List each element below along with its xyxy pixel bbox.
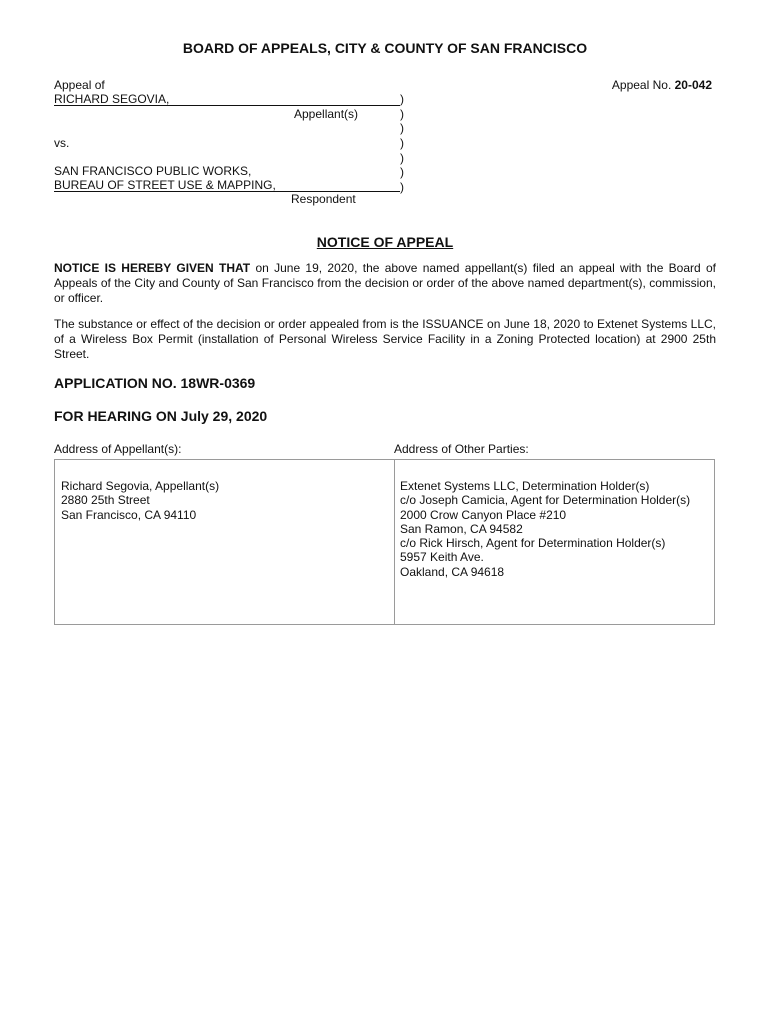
paren: ) xyxy=(400,180,404,195)
other-parties-address-cell xyxy=(400,479,690,579)
appellant-address-cell xyxy=(61,479,219,522)
notice-paragraph xyxy=(54,261,716,306)
address-line: c/o Joseph Camicia, Agent for Determination Holder(s) xyxy=(400,493,691,508)
address-line: San Ramon, CA 94582 xyxy=(400,521,523,536)
paren: ) xyxy=(400,165,404,180)
respondent-line-1: SAN FRANCISCO PUBLIC WORKS, xyxy=(54,164,252,178)
page-title: BOARD OF APPEALS, CITY & COUNTY OF SAN FRANCISCO xyxy=(182,40,588,56)
address-line: 5957 Keith Ave. xyxy=(400,550,484,565)
address-line: 2000 Crow Canyon Place #210 xyxy=(400,507,567,522)
caption-parens xyxy=(400,92,408,195)
paren: ) xyxy=(400,121,404,136)
address-line: San Francisco, CA 94110 xyxy=(61,507,197,522)
application-number-heading: APPLICATION NO. 18WR-0369 xyxy=(54,375,256,391)
paren: ) xyxy=(400,106,404,121)
address-line: 2880 25th Street xyxy=(61,493,150,508)
address-line: Richard Segovia, Appellant(s) xyxy=(61,479,220,493)
address-line: Extenet Systems LLC, Determination Holder(s) xyxy=(400,479,650,493)
appellant-underline xyxy=(54,105,400,106)
address-line: Oakland, CA 94618 xyxy=(400,564,505,579)
versus-label: vs. xyxy=(54,136,70,150)
appellant-role: Appellant(s) xyxy=(294,107,359,121)
appeal-number-value: 20-042 xyxy=(674,78,712,92)
appeal-of-label: Appeal of xyxy=(54,78,105,92)
hearing-date-heading: FOR HEARING ON July 29, 2020 xyxy=(54,408,268,424)
appeal-number xyxy=(612,78,712,92)
address-table xyxy=(54,459,715,625)
notice-title: NOTICE OF APPEAL xyxy=(316,234,454,250)
notice-lead-bold: NOTICE IS HEREBY GIVEN THAT xyxy=(54,261,251,275)
respondent-line-2: BUREAU OF STREET USE & MAPPING, xyxy=(54,178,276,192)
paren: ) xyxy=(400,136,404,151)
paren: ) xyxy=(400,92,404,106)
other-parties-address-label: Address of Other Parties: xyxy=(394,442,529,456)
respondent-role: Respondent xyxy=(291,192,356,206)
address-line: c/o Rick Hirsch, Agent for Determination Holder(s) xyxy=(400,536,666,551)
notice-lead-text: on June 19, 2020, the above named appellant(s) filed an appeal with the Board of Appeals of the City and County of San Francisco from the decision or order of the above named department(s), commission, or officer. xyxy=(54,261,717,305)
appellant-address-label: Address of Appellant(s): xyxy=(54,442,182,456)
paren: ) xyxy=(400,150,404,165)
case-caption xyxy=(54,78,716,208)
appellant-name: RICHARD SEGOVIA, xyxy=(54,92,170,106)
appeal-number-label: Appeal No. xyxy=(611,78,672,92)
address-table-divider xyxy=(394,460,395,624)
substance-paragraph: The substance or effect of the decision or order appealed from is the ISSUANCE on June 18, 2020 to Extenet Systems LLC, of a Wireless Box Permit (installation of Personal Wireless Service Facility in a Zoning Protected location) at 2900 25th Street. xyxy=(54,317,716,361)
